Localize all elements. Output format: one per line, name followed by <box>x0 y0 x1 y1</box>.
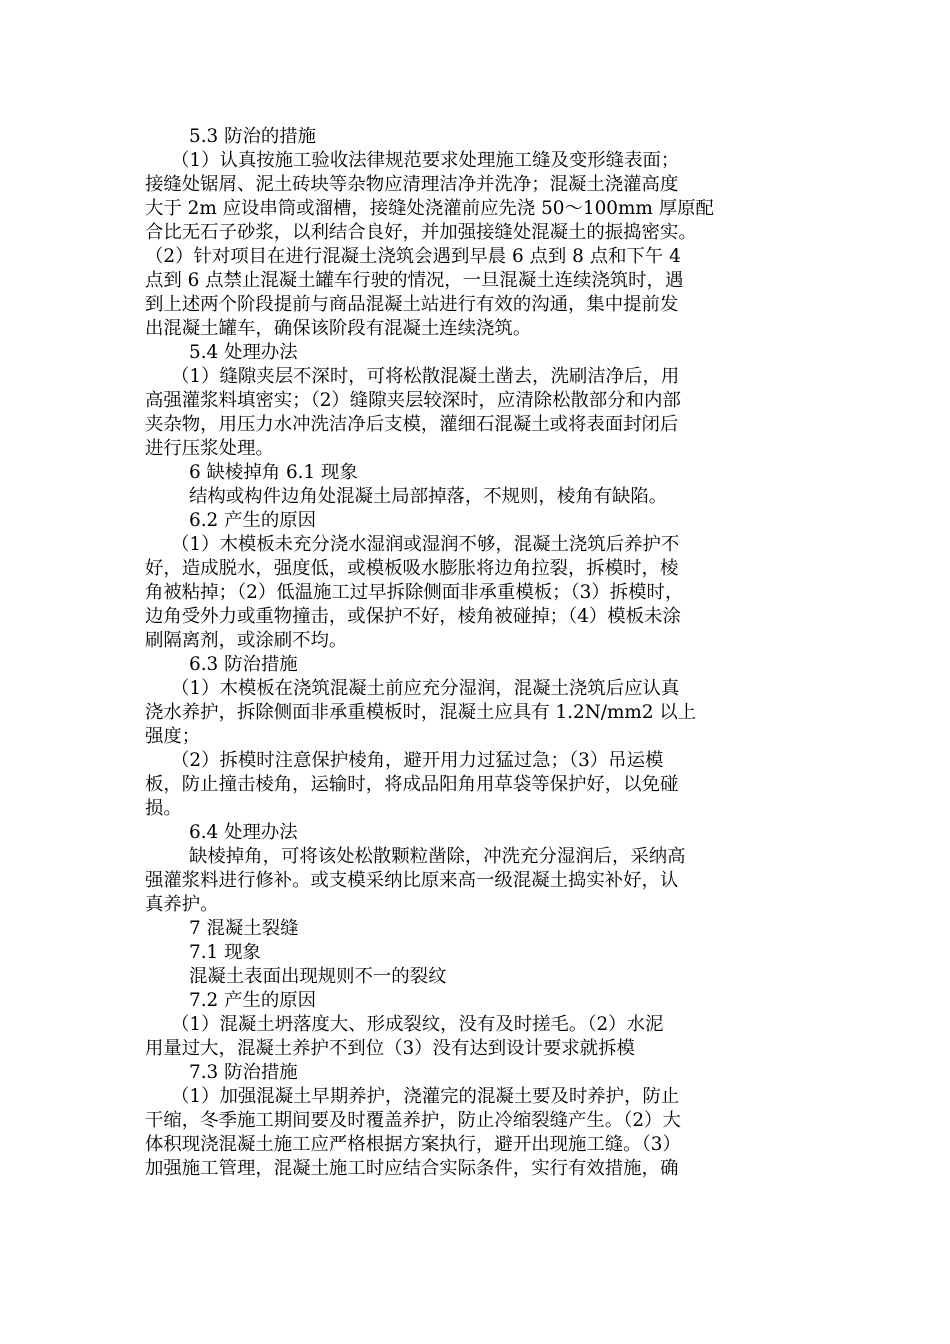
text-line: 损。 <box>145 798 182 819</box>
text-line: 浇水养护，拆除侧面非承重模板时，混凝土应具有 1.2N/mm2 以上 <box>145 702 697 723</box>
text-line: 6.3 防治措施 <box>189 654 298 675</box>
text-line: 7 混凝土裂缝 <box>189 918 299 939</box>
text-line: 板，防止撞击棱角，运输时，将成品阳角用草袋等保护好，以免碰 <box>145 774 679 795</box>
text-line: 刷隔离剂，或涂刷不均。 <box>145 630 348 651</box>
text-line: 大于 2m 应设串筒或溜槽，接缝处浇灌前应先浇 50～100mm 厚原配 <box>145 198 714 219</box>
text-line: （2）拆模时注意保护棱角，避开用力过猛过急；（3）吊运模 <box>171 750 664 771</box>
text-line: 强度； <box>145 726 201 747</box>
text-line: 夹杂物，用压力水冲洗洁净后支模，灌细石混凝土或将表面封闭后 <box>145 414 679 435</box>
text-line: 到上述两个阶段提前与商品混凝土站进行有效的沟通，集中提前发 <box>145 294 679 315</box>
text-line: （1）加强混凝土早期养护，浇灌完的混凝土要及时养护，防止 <box>171 1086 680 1107</box>
text-line: 5.3 防治的措施 <box>189 126 317 147</box>
text-line: 5.4 处理办法 <box>189 342 298 363</box>
text-line: 7.1 现象 <box>189 942 261 963</box>
text-line: 出混凝土罐车，确保该阶段有混凝土连续浇筑。 <box>145 318 532 339</box>
text-line: 强灌浆料进行修补。或支模采纳比原来高一级混凝土捣实补好，认 <box>145 870 679 891</box>
text-line: 结构或构件边角处混凝土局部掉落，不规则，棱角有缺陷。 <box>189 486 668 507</box>
text-line: 好，造成脱水，强度低，或模板吸水膨胀将边角拉裂，拆模时，棱 <box>145 558 679 579</box>
text-line: 缺棱掉角，可将该处松散颗粒凿除，冲洗充分湿润后，采纳高 <box>189 846 686 867</box>
text-line: （2）针对项目在进行混凝土浇筑会遇到早晨 6 点到 8 点和下午 4 <box>145 246 681 267</box>
document-body <box>145 125 809 1181</box>
text-line: 7.3 防治措施 <box>189 1062 298 1083</box>
text-line: 真养护。 <box>145 894 219 915</box>
text-line: （1）木模板未充分浇水湿润或湿润不够，混凝土浇筑后养护不 <box>171 534 680 555</box>
text-line: 6 缺棱掉角 6.1 现象 <box>189 462 358 483</box>
text-line: 用量过大，混凝土养护不到位（3）没有达到设计要求就拆模 <box>145 1038 635 1059</box>
text-line: 高强灌浆料填密实；（2）缝隙夹层较深时，应清除松散部分和内部 <box>145 390 681 411</box>
text-line: 干缩，冬季施工期间要及时覆盖养护，防止冷缩裂缝产生。（2）大 <box>145 1110 681 1131</box>
text-line: 角被粘掉；（2）低温施工过早拆除侧面非承重模板；（3）拆模时， <box>145 582 684 603</box>
text-line: （1）混凝土坍落度大、形成裂纹，没有及时搓毛。（2）水泥 <box>171 1014 664 1035</box>
text-line: 进行压浆处理。 <box>145 438 274 459</box>
text-line: 接缝处锯屑、泥土砖块等杂物应清理洁净并洗净；混凝土浇灌高度 <box>145 174 679 195</box>
text-line: 混凝土表面出现规则不一的裂纹 <box>189 966 447 987</box>
text-line: （1）木模板在浇筑混凝土前应充分湿润，混凝土浇筑后应认真 <box>171 678 680 699</box>
text-line: （1）认真按施工验收法律规范要求处理施工缝及变形缝表面； <box>171 150 680 171</box>
text-line: 加强施工管理，混凝土施工时应结合实际条件，实行有效措施，确 <box>145 1158 679 1179</box>
text-line: 体积现浇混凝土施工应严格根据方案执行，避开出现施工缝。（3） <box>145 1134 681 1155</box>
text-line: 合比无石子砂浆，以利结合良好，并加强接缝处混凝土的振捣密实。 <box>145 222 697 243</box>
text-line: （1）缝隙夹层不深时，可将松散混凝土凿去，洗刷洁净后，用 <box>171 366 680 387</box>
text-line: 点到 6 点禁止混凝土罐车行驶的情况，一旦混凝土连续浇筑时，遇 <box>145 270 684 291</box>
text-line: 边角受外力或重物撞击，或保护不好，棱角被碰掉；（4）模板未涂 <box>145 606 681 627</box>
text-line: 6.2 产生的原因 <box>189 510 317 531</box>
text-line: 7.2 产生的原因 <box>189 990 317 1011</box>
text-line: 6.4 处理办法 <box>189 822 298 843</box>
